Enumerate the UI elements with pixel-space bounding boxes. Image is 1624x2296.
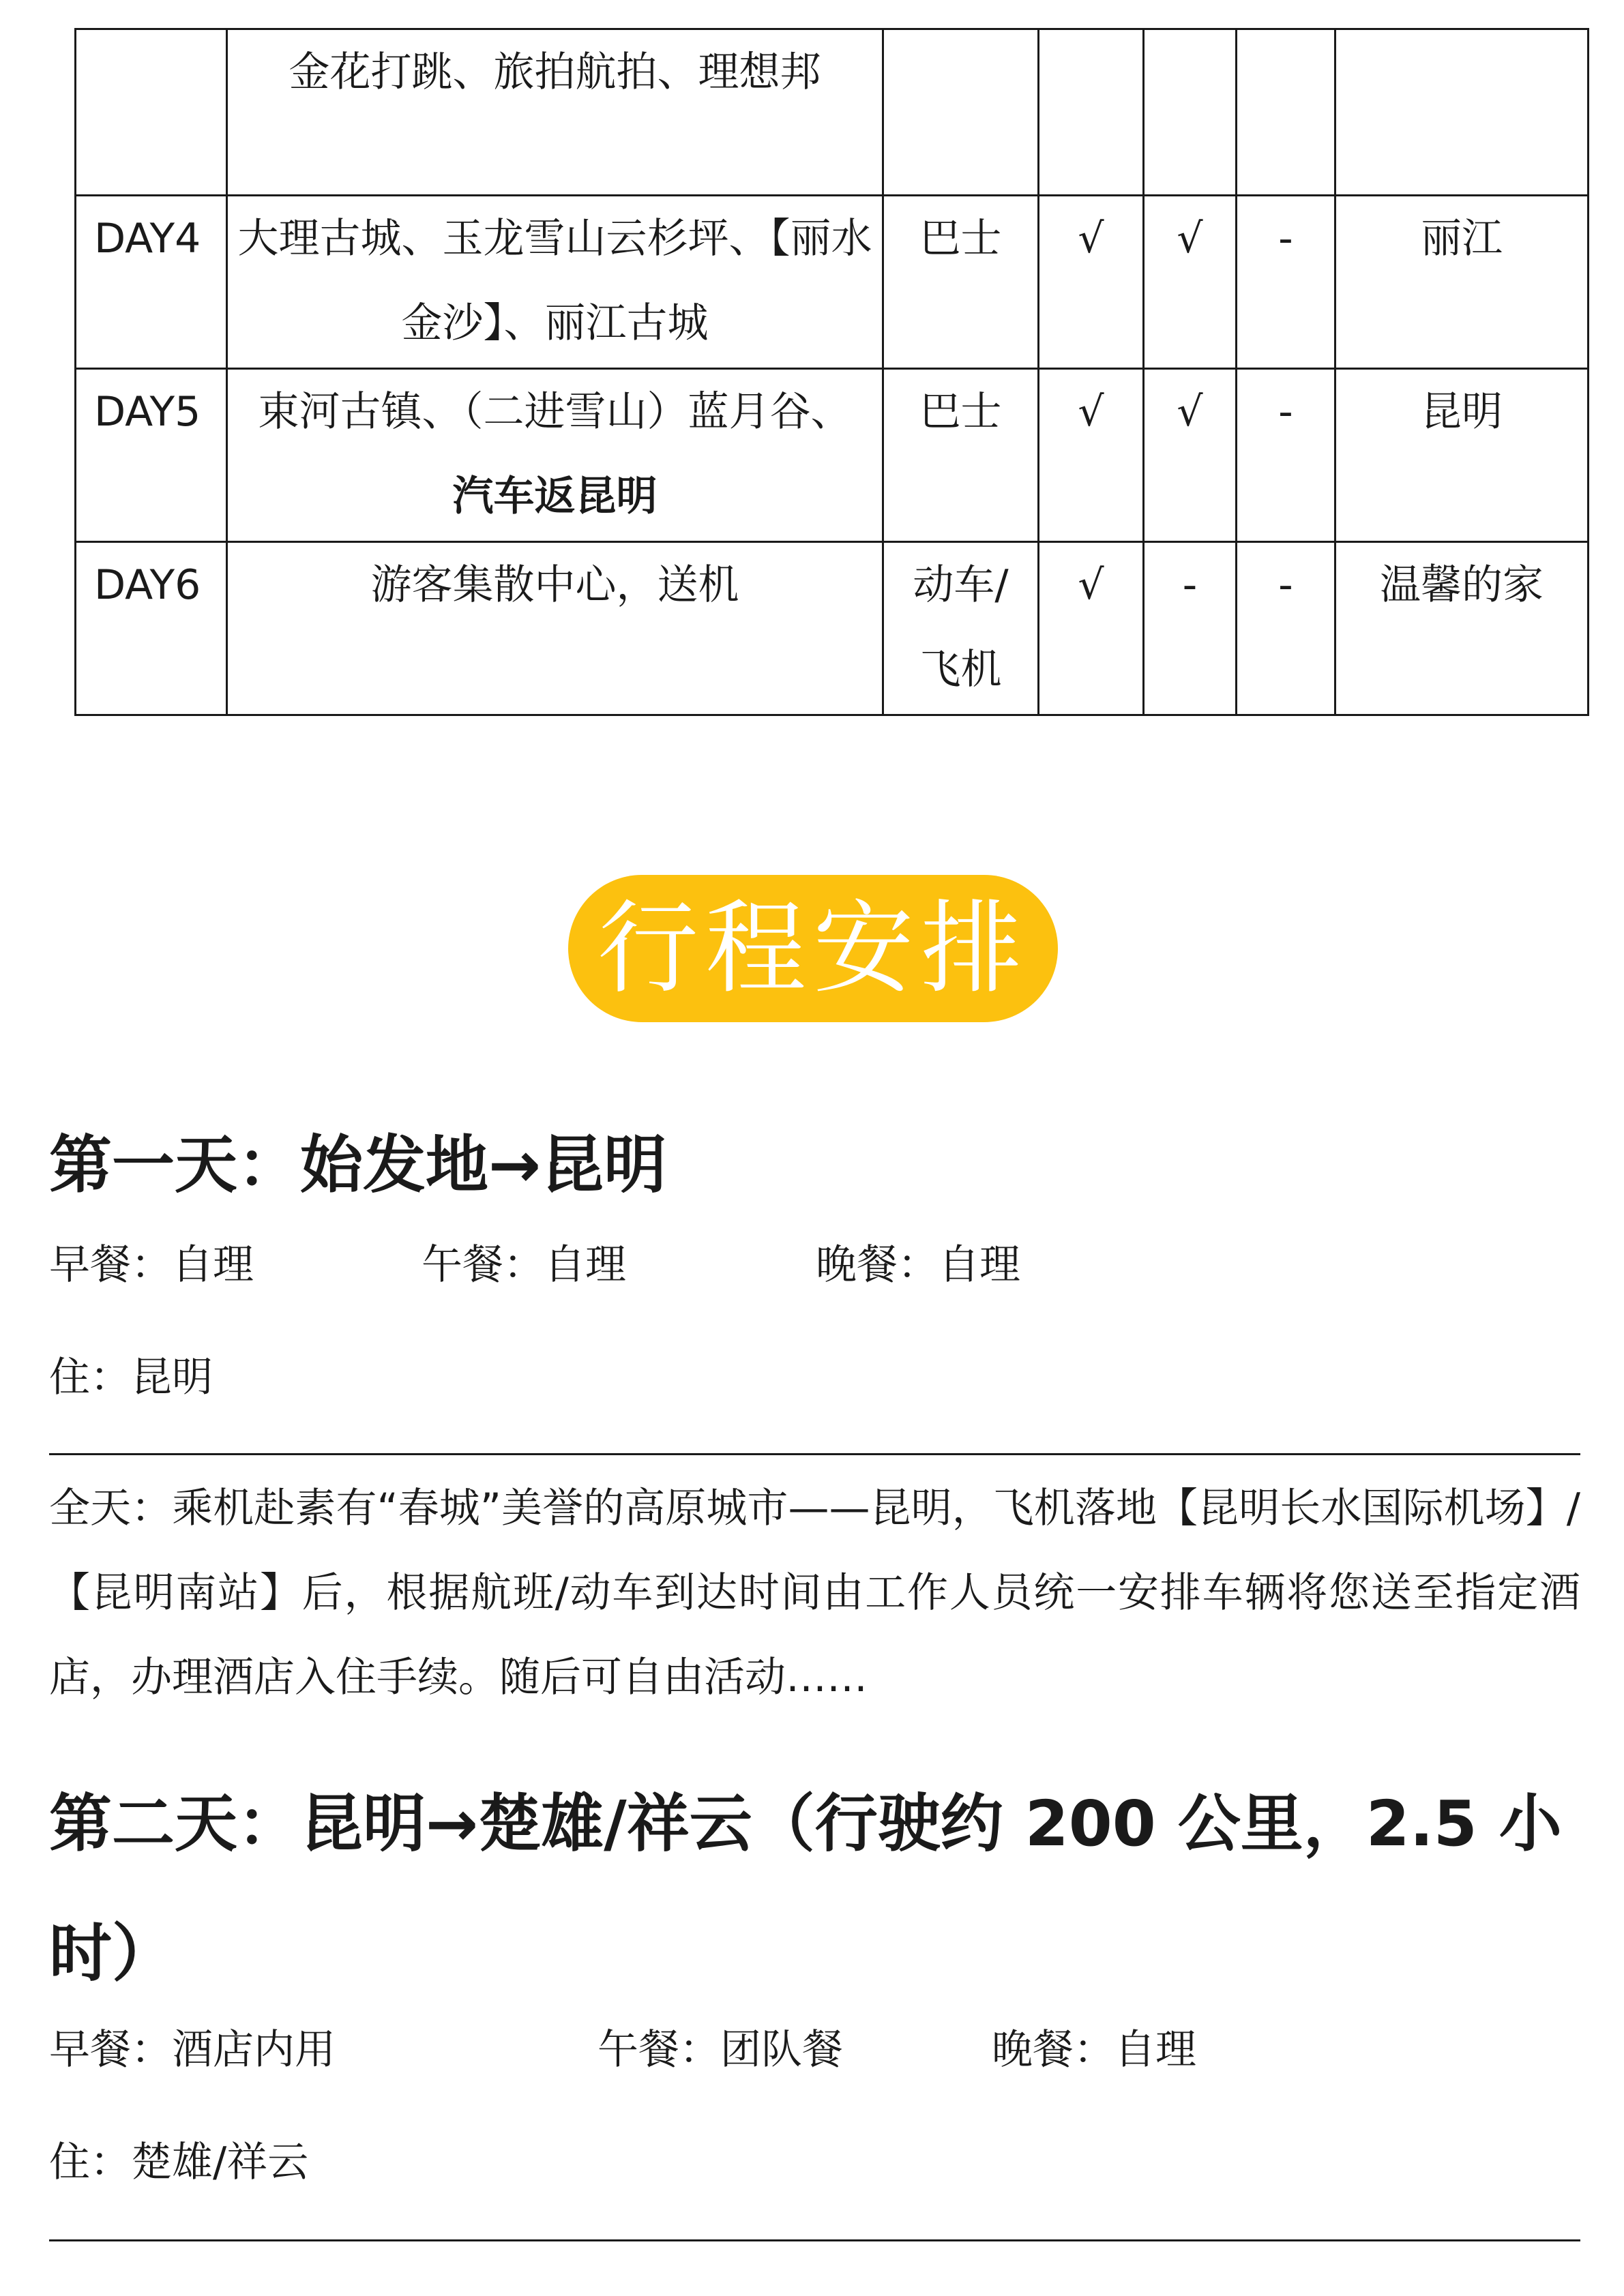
cell-route: 束河古镇、（二进雪山）蓝月谷、 汽车返昆明	[227, 369, 883, 542]
table-row	[76, 369, 1589, 542]
section-title-badge: 行程安排	[568, 875, 1058, 1022]
cell-day	[76, 29, 227, 196]
day1-breakfast: 早餐：自理	[49, 1241, 254, 1289]
cell-breakfast: √	[1039, 542, 1144, 715]
cell-breakfast: √	[1039, 369, 1144, 542]
cell-day: DAY6	[76, 542, 227, 715]
table-row	[76, 29, 1589, 196]
cell-stay	[1335, 29, 1589, 196]
cell-stay: 温馨的家	[1335, 542, 1589, 715]
cell-lunch: -	[1144, 542, 1237, 715]
day2-breakfast: 早餐：酒店内用	[49, 2026, 336, 2074]
cell-lunch: √	[1144, 369, 1237, 542]
cell-day: DAY4	[76, 196, 227, 369]
cell-transport: 巴士	[883, 196, 1039, 369]
itinerary-table	[74, 28, 1589, 716]
table-row	[76, 196, 1589, 369]
cell-route: 游客集散中心，送机	[227, 542, 883, 715]
cell-lunch: √	[1144, 196, 1237, 369]
cell-breakfast: √	[1039, 196, 1144, 369]
cell-dinner: -	[1237, 369, 1335, 542]
table-row	[76, 542, 1589, 715]
cell-lunch	[1144, 29, 1237, 196]
cell-dinner: -	[1237, 542, 1335, 715]
cell-transport	[883, 29, 1039, 196]
day1-dinner: 晚餐：自理	[816, 1241, 1020, 1289]
cell-route: 大理古城、玉龙雪山云杉坪、【丽水金沙】、丽江古城	[227, 196, 883, 369]
cell-route: 金花打跳、旅拍航拍、理想邦	[227, 29, 883, 196]
cell-transport: 动车/飞机	[883, 542, 1039, 715]
cell-breakfast	[1039, 29, 1144, 196]
day1-lunch: 午餐：自理	[422, 1241, 626, 1289]
day1-stay: 住：昆明	[49, 1354, 213, 1401]
day2-heading: 第二天：昆明→楚雄/祥云（行驶约 200 公里，2.5 小时）	[49, 1787, 1562, 1990]
day2-dinner: 晚餐：自理	[992, 2026, 1196, 2074]
day2-stay: 住：楚雄/祥云	[49, 2138, 309, 2186]
cell-dinner	[1237, 29, 1335, 196]
divider	[49, 1453, 1580, 1455]
cell-stay: 丽江	[1335, 196, 1589, 369]
day1-heading: 第一天：始发地→昆明	[49, 1129, 667, 1202]
cell-stay: 昆明	[1335, 369, 1589, 542]
day2-lunch: 午餐：团队餐	[597, 2026, 843, 2074]
cell-dinner: -	[1237, 196, 1335, 369]
cell-transport: 巴士	[883, 369, 1039, 542]
day1-description: 全天：乘机赴素有“春城”美誉的高原城市——昆明，飞机落地【昆明长水国际机场】/【昆明南站】后，根据航班/动车到达时间由工作人员统一安排车辆将您送至指定酒店，办理酒店入住手续。随后可自由活动……	[49, 1485, 1580, 1701]
divider	[49, 2239, 1580, 2241]
cell-day: DAY5	[76, 369, 227, 542]
